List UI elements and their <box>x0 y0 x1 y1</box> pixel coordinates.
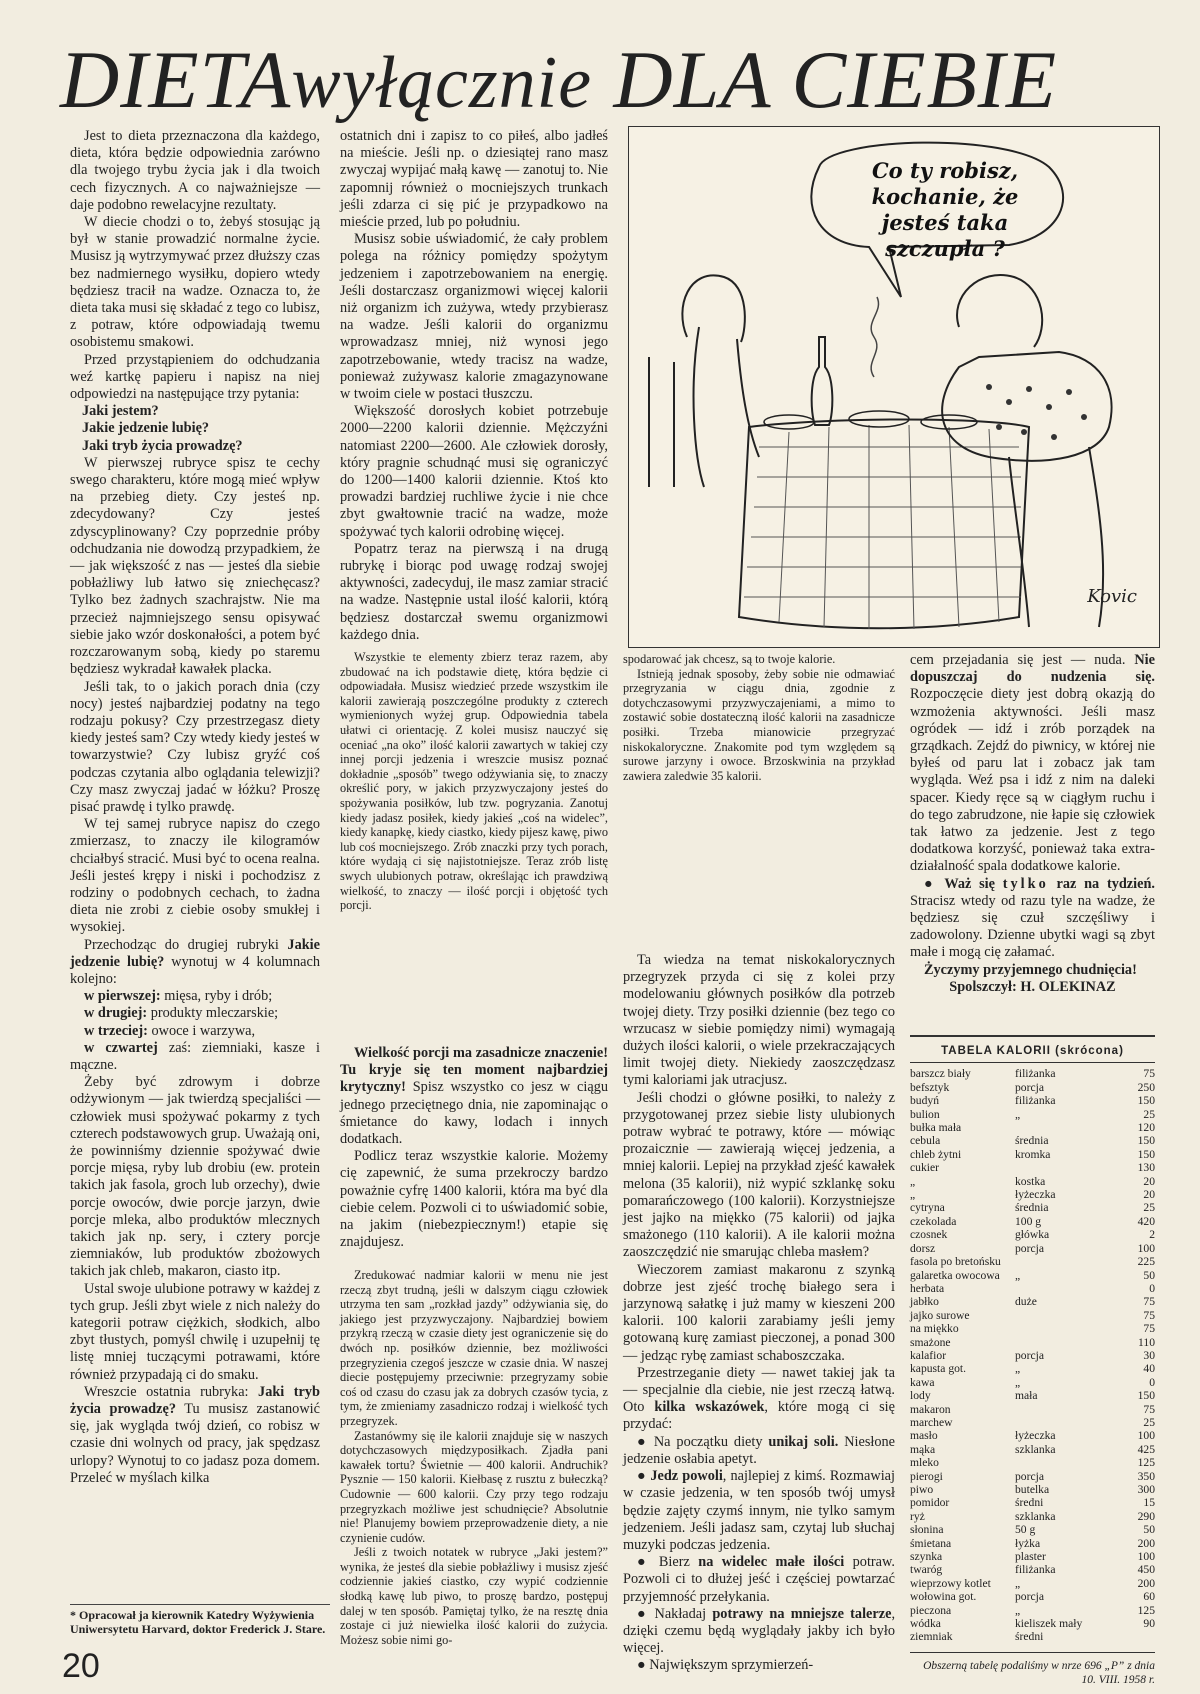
calorie-value: 450 <box>1137 1563 1155 1577</box>
text: cem przejadania się jest — nuda. <box>910 652 1126 668</box>
text: ● <box>637 1468 651 1485</box>
text: ● Bierz <box>637 1554 690 1571</box>
food-name: kalafior <box>910 1348 947 1362</box>
paragraph: Większość dorosłych kobiet potrzebuje 2000—2200 kalorii dziennie. Mężczyźni natomiast 2200—2600. Ale człowiek dorosły, który pragnie schudnąć musi się ograniczyć do 1200—1400 kalorii dziennie. Ktoś kto prowadzi bardziej ruchliwe życie i nie chce zbyt gwałtownie tracić na wadze, może spożywać tych kalorii odrobinę więcej. <box>340 403 608 540</box>
food-name: galaretka owocowa <box>910 1268 1000 1282</box>
calorie-value: 30 <box>1143 1348 1155 1362</box>
emphasis: raz na tydzień. <box>1056 875 1155 892</box>
paragraph <box>70 1384 320 1487</box>
emphasis: Jakie jedzenie lubię? <box>70 936 320 970</box>
cartoon-signature: Kovic <box>1087 586 1137 607</box>
calorie-value: 350 <box>1137 1469 1155 1483</box>
portion-unit: łyżeczka <box>1015 1188 1056 1202</box>
food-name: pomidor <box>910 1496 950 1510</box>
portion-unit <box>1015 1322 1115 1335</box>
tip-item <box>623 1468 895 1554</box>
calorie-value: 300 <box>1137 1483 1155 1496</box>
calorie-value: 125 <box>1137 1456 1155 1470</box>
food-name: befsztyk <box>910 1080 950 1094</box>
article-column-4 <box>910 652 1155 1017</box>
tip-item: ● Największym sprzymierzeń- <box>637 1657 814 1674</box>
text: Przechodząc do drugiej rubryki <box>84 936 279 953</box>
food-name: kapusta got. <box>910 1362 967 1376</box>
portion-unit: łyżeczka <box>1015 1429 1056 1443</box>
table-row <box>910 1242 1155 1255</box>
table-row <box>910 1067 1155 1080</box>
translator-signature: Spolszczył: H. OLEKINAZ <box>949 978 1116 995</box>
paragraph <box>910 652 1155 876</box>
food-name: pieczona <box>910 1603 952 1617</box>
calorie-value: 90 <box>1143 1617 1155 1631</box>
calorie-value <box>1115 1630 1155 1643</box>
portion-unit: średni <box>1015 1496 1044 1510</box>
portion-unit <box>1015 1282 1115 1295</box>
portion-unit: filiżanka <box>1015 1563 1056 1577</box>
text: Spisz wszystko co jesz w ciągu jednego przeciętnego dnia, nie zapominając o śmietance do kawy, lodach i innych dodatkach. <box>340 1079 608 1148</box>
table-body <box>910 1067 1155 1643</box>
calorie-value: 50 <box>1143 1523 1155 1537</box>
table-row <box>910 1349 1155 1362</box>
table-row <box>910 1322 1155 1335</box>
table-row <box>910 1590 1155 1603</box>
portion-unit: kostka <box>1015 1174 1046 1188</box>
table-row <box>910 1228 1155 1241</box>
food-name: wieprzowy kotlet <box>910 1576 991 1590</box>
portion-unit: „ <box>1015 1107 1021 1121</box>
article-title <box>60 30 1150 130</box>
portion-unit <box>1015 1255 1115 1268</box>
table-caption: TABELA KALORII (skrócona) <box>910 1035 1155 1063</box>
table-row <box>910 1269 1155 1282</box>
calorie-value: 75 <box>1143 1402 1155 1416</box>
food-name: barszcz biały <box>910 1067 971 1081</box>
text: ● Nakładaj <box>637 1605 707 1622</box>
paragraph: Zastanówmy się ile kalorii znajduje się w naszych dotychczasowych międzyposiłkach. Zjadła pani kawałek tortu? Świetnie — 400 kalorii. Andruchik? Pysznie — 150 kalorii. Kiełbasę z rusztu z bułeczką? Cudownie — 600 kalorii. Czy przy tego rodzaju przegryzkach możliwe jest schudnięcie? Absolutnie nie! Planujemy bowiem przeprowadzenie diety, a nie czynienie cudów. <box>340 1428 608 1545</box>
portion-unit: łyżka <box>1015 1536 1041 1550</box>
food-name: herbata <box>910 1281 945 1295</box>
table-row <box>910 1617 1155 1630</box>
tip-item <box>910 876 1155 962</box>
tip-item <box>623 1606 895 1658</box>
calorie-value: 20 <box>1143 1188 1155 1202</box>
calorie-value: 2 <box>1149 1228 1155 1242</box>
calorie-value: 60 <box>1143 1590 1155 1604</box>
food-name: wołowina got. <box>910 1590 977 1604</box>
portion-unit: główka <box>1015 1228 1050 1242</box>
text: ● Na początku diety <box>637 1433 763 1450</box>
portion-unit: szklanka <box>1015 1509 1056 1523</box>
calorie-value: 50 <box>1143 1268 1155 1282</box>
calorie-value: 290 <box>1137 1509 1155 1523</box>
calorie-value: 40 <box>1143 1362 1155 1376</box>
footnote: * Opracował ja kierownik Katedry Wyżywienia Uniwersytetu Harvard, doktor Frederick J. Stare. <box>70 1604 330 1636</box>
calorie-value: 25 <box>1143 1415 1155 1429</box>
table-row <box>910 1094 1155 1107</box>
table-row <box>910 1175 1155 1188</box>
food-name: na miękko <box>910 1322 959 1336</box>
text: Tu musisz zastanowić się, jak wygląda twój dzień, co robisz w czasie dni wolnych od pracy, jak spędzasz urlopy? Wynotuj to co jadasz poza domem. Przeleć w myślach kilka <box>70 1401 320 1486</box>
portion-unit <box>1015 1161 1115 1174</box>
portion-unit: „ <box>1015 1268 1021 1282</box>
text: Rozpoczęcie diety jest dobrą okazją do wzmożenia aktywności. Jeśli masz ogródek — idź i zrób porządek na grządkach. Zejdź do piwnicy, w której nie byłeś od paru lat i zobacz jak tam wygląda. Weź psa i idź z nim na daleki spacer. Kiedy ręce są w ciągłym ruchu i do tego zabrudzone, nie łapie się człowiek tak łatwo za jedzenie. Jest z tego dodatkowa korzyść, ponieważ taka extra-działalność spala dodatkowe kalorie. <box>910 686 1155 875</box>
table-row <box>910 1148 1155 1161</box>
food-name: pierogi <box>910 1469 943 1483</box>
table-row <box>910 1121 1155 1134</box>
calorie-value: 100 <box>1137 1429 1155 1443</box>
portion-unit: kromka <box>1015 1147 1051 1161</box>
food-name: bułka mała <box>910 1121 962 1135</box>
food-name: fasola po bretońsku <box>910 1255 1001 1269</box>
food-name: czekolada <box>910 1214 957 1228</box>
table-row <box>910 1161 1155 1174</box>
portion-unit: 50 g <box>1015 1523 1036 1537</box>
food-name: słonina <box>910 1523 944 1537</box>
title-part-3: DLA CIEBIE <box>613 34 1058 125</box>
portion-unit: butelka <box>1015 1483 1050 1496</box>
emphasis-spaced: tylko <box>1002 875 1049 892</box>
food-name: ryż <box>910 1509 925 1523</box>
emphasis: ● Waż się <box>924 875 995 892</box>
calorie-value: 150 <box>1137 1147 1155 1161</box>
calorie-value: 150 <box>1137 1389 1155 1403</box>
text: Wreszcie ostatnia rubryka: <box>84 1383 249 1400</box>
calorie-value: 25 <box>1143 1107 1155 1121</box>
calorie-value: 150 <box>1137 1094 1155 1108</box>
text: , które mogą ci się przydać: <box>623 1399 895 1433</box>
portion-unit <box>1015 1121 1115 1134</box>
table-row <box>910 1362 1155 1375</box>
article-column-2-bottom <box>340 1268 608 1647</box>
food-name: lody <box>910 1389 931 1403</box>
list-item <box>70 988 320 1005</box>
list-text: produkty mleczarskie; <box>150 1005 279 1022</box>
paragraph: Musisz sobie uświadomić, że cały problem polega na różnicy pomiędzy spożytym jedzeniem i zapotrzebowaniem na energię. Jeśli dostarczasz organizmowi więcej kalorii niż organizm ich zużywa, wtedy przybierasz na wadze. Jeśli kalorii do organizmu wprowadzasz mniej, niż wynosi jego zapotrzebowanie, wtedy tracisz na wadze, ponieważ zużywasz kalorie zmagazynowane w twoim ciele w postaci tłuszczu. <box>340 231 608 403</box>
calorie-value: 425 <box>1137 1442 1155 1456</box>
paragraph: Ta wiedza na temat niskokalorycznych przegryzek przyda ci się z kolei przy modelowaniu głównych posiłków dla potrzeb twojej diety. Trzy posiłki dziennie (bez tego co wrzucasz w siebie pomiędzy nimi) wymagają dużych ilości kalorii, o wiele przekraczających limit twojej diety. Niekiedy zaoszczędzasz tymi kaloriami jak utracjusz. <box>623 952 895 1089</box>
food-name: jajko surowe <box>910 1308 970 1322</box>
text: Niesłone jedzenie osłabia apetyt. <box>623 1433 896 1467</box>
food-name: marchew <box>910 1415 953 1429</box>
calorie-value: 75 <box>1143 1308 1155 1322</box>
food-name: cytryna <box>910 1201 945 1215</box>
table-row <box>910 1389 1155 1402</box>
portion-unit: porcja <box>1015 1080 1044 1094</box>
paragraph: W pierwszej rubryce spisz te cechy swego charakteru, które mogą mieć wpływ na przebieg diety. Czy jesteś np. zdecydowany? Czy jesteś zdyscyplinowany? Czy poprzednie próby odchudzania nie dowodzą przypadkiem, że — jak większość z nas — jesteś dla siebie pobłażliwy lub łatwo się zniechęcasz? Tylko bez żadnych szachrajstw. Nie ma przecież najmniejszego sensu opisywać siebie jako wzór doskonałości, a potem być rozczarowanym sobą, kiedy po staremu będziesz wykradał kawałek placka. <box>70 454 320 678</box>
food-name: piwo <box>910 1483 934 1496</box>
portion-unit: porcja <box>1015 1241 1044 1255</box>
table-row <box>910 1483 1155 1496</box>
food-name: kawa <box>910 1375 935 1389</box>
portion-unit: 100 g <box>1015 1214 1042 1228</box>
paragraph: Popatrz teraz na pierwszą i na drugą rubrykę i biorąc pod uwagę rodzaj swojej aktywności, zadecyduj, ile masz zamiar stracić na wadze. Następnie ustal ilość kalorii, którą będziesz dostarczał swemu organizmowi każdego dnia. <box>340 540 608 643</box>
portion-unit: średnia <box>1015 1201 1049 1215</box>
table-row <box>910 1537 1155 1550</box>
calorie-value: 110 <box>1138 1335 1155 1349</box>
article-column-3-smallprint <box>623 652 895 952</box>
table-row <box>910 1577 1155 1590</box>
calorie-value: 100 <box>1137 1550 1155 1564</box>
table-row <box>910 1523 1155 1536</box>
paragraph: Żeby być zdrowym i dobrze odżywionym — jak twierdzą specjaliści — człowiek musi spożywać pokarmy z tych czterech podstawowych grup. Uważają oni, że powinniśmy dziennie spożywać dwie porcje mięsa, ryby lub drobiu (ew. protein takich jak fasola, groch lub orzechy), dwie porcje owoców, dwie porcje jarzyn, dwie porcje mleka, albo produktów mlecznych takich jak np. sery, i cztery porcje ziemniaków, lub produktów zbożowych takich jak chleb, makaron, ciasto itp. <box>70 1074 320 1280</box>
paragraph: Jeśli tak, to o jakich porach dnia (czy nocy) jesteś najbardziej podatny na tego rodzaju pokusy? Czy przestrzegasz diety kiedy jesteś sam? Czy wtedy kiedy jesteś w towarzystwie? Czy lubisz gryźć coś podczas czytania albo oglądania telewizji? Czy masz zwyczaj jadać w łóżku? Proszę pisać prawdę i tylko prawdę. <box>70 678 320 815</box>
calorie-value: 20 <box>1143 1174 1155 1188</box>
calorie-value: 130 <box>1137 1161 1155 1175</box>
list-label: w pierwszej: <box>84 988 161 1005</box>
table-row <box>910 1134 1155 1147</box>
portion-unit: szklanka <box>1015 1442 1056 1456</box>
food-name: mleko <box>910 1456 939 1470</box>
table-row <box>910 1295 1155 1308</box>
paragraph: Przed przystąpieniem do odchudzania weź kartkę papieru i napisz na niej odpowiedzi na następujące trzy pytania: <box>70 351 320 403</box>
paragraph: W diecie chodzi o to, żebyś stosując ją był w stanie prowadzić normalne życie. Musisz ją wytrzymywać przez dłuższy czas bez nadmiernego wysiłku, dopiero wtedy będziesz tracił na wadze. Oznacza to, że dieta taka musi się składać z tego co lubisz, z potraw, które odpowiadają twemu osobistemu smakowi. <box>70 214 320 351</box>
list-text: mięsa, ryby i drób; <box>164 988 273 1005</box>
list-label: w czwartej <box>84 1039 158 1056</box>
article-column-3 <box>623 952 896 1674</box>
text: , najlepiej z kimś. Rozmawiaj w czasie jedzenia, w ten sposób twój umysł będzie zajęty czymś innym, nie tylko samym jedzeniem. Jeśli jadasz sam, czytaj lub słuchaj muzyki podczas jedzenia. <box>623 1468 895 1553</box>
table-row <box>910 1550 1155 1563</box>
paragraph: Jeśli z twoich notatek w rubryce „Jaki jestem?” wynika, że jesteś dla siebie pobłażliwy i musisz zjeść codziennie jakieś ciastko, czy wypić codziennie słodką kawę lub piwo, to proszę bardzo, postępuj dalej w ten sposób. Pamiętaj tylko, że na resztę dnia zostaje ci już niewielka ilość kalorii do zużycia. Możesz sobie nimi go- <box>340 1545 608 1647</box>
paragraph: Istnieją jednak sposoby, żeby sobie nie odmawiać przegryzania w ciągu dnia, zgodnie z dotychczasowymi przyzwyczajeniami, a mimo to zostawić sobie dostateczną ilość kalorii na zasadnicze posiłki. Trzeba mianowicie przegryzać niskokaloryczne. Znakomite pod tym względem są surowe jarzyny i owoce. Brzoskwinia na przykład zawiera zaledwie 35 kalorii. <box>623 666 895 783</box>
emphasis: unikaj soli. <box>768 1433 839 1450</box>
calorie-value: 150 <box>1137 1134 1155 1148</box>
paragraph <box>340 1045 608 1148</box>
text: , dzięki czemu będą wyglądały jakby ich było więcej. <box>623 1605 896 1657</box>
paragraph: W tej samej rubryce napisz do czego zmierzasz, to znaczy ile kilogramów chciałbyś stracić. Musi być to ocena realna. Jeśli jesteś krępy i niski i pochodzisz z rodziny o podobnych cechach, to żadna dieta nie zrobi z ciebie osoby smukłej i wysokiej. <box>70 816 320 936</box>
table-row <box>910 1510 1155 1523</box>
table-row <box>910 1443 1155 1456</box>
emphasis: Wielkość porcji ma zasadnicze znaczenie! Tu kryje się ten moment najbardziej krytyczny! <box>340 1045 608 1096</box>
table-note: Obszerną tabelę podaliśmy w nrze 696 „P” z dnia 10. VIII. 1958 r. <box>910 1652 1155 1687</box>
portion-unit: średnia <box>1015 1134 1049 1148</box>
tip-item <box>623 1554 895 1606</box>
table-row <box>910 1201 1155 1214</box>
portion-unit: porcja <box>1015 1590 1044 1604</box>
tip-item <box>623 1434 895 1468</box>
table-row <box>910 1429 1155 1442</box>
text: wynotuj w 4 kolumnach kolejno: <box>70 953 320 987</box>
table-row <box>910 1309 1155 1322</box>
text: Przestrzeganie diety — nawet takiej jak ta — specjalnie dla ciebie, nie jest rzeczą łatwą. Oto <box>623 1364 895 1416</box>
food-name: smażone <box>910 1335 951 1349</box>
question-3: Jaki tryb życia prowadzę? <box>82 437 243 454</box>
portion-unit: filiżanka <box>1015 1094 1056 1108</box>
table-row <box>910 1108 1155 1121</box>
calorie-value: 75 <box>1143 1295 1155 1309</box>
paragraph: Wszystkie te elementy zbierz teraz razem, aby zbudować na ich podstawie dietę, która będzie ci odpowiadała. Musisz wiedzieć przede wszystkim ile kalorii zawierają poszczególne produkty z czterech wymienionych wyżej grup. Odpowiednia tabela ułatwi ci orientację. Z kolei musisz nauczyć się oceniać „na oko” ilość kalorii zawartych w takiej czy innej porcji jedzenia i wreszcie musisz poznać dokładnie „sposób” twego odżywiania się, to znaczy określić pory, w jakich przyzwyczajony jesteś do spożywania posiłków, lub tzw. pogryzania. Zanotuj kiedy jadasz posiłek, kiedy jakieś „coś na widelec”, kiedy kanapkę, kiedy ciastko, kiedy pijesz kawę, piwo lub coś mocniejszego. Zrób znaczki przy tych porach, które wydają ci się najistotniejsze. Teraz zrób listę swych ulubionych potraw, określając ich prawdziwą wielkość, to znaczy — ilość porcji i objętość tych porcji. <box>340 650 608 913</box>
portion-unit <box>1015 1336 1115 1349</box>
title-part-1: DIETA <box>60 34 292 125</box>
paragraph <box>623 1365 895 1434</box>
portion-unit: filiżanka <box>1015 1067 1056 1081</box>
question-2: Jakie jedzenie lubię? <box>82 420 210 437</box>
portion-unit: plaster <box>1015 1550 1046 1564</box>
calorie-value: 250 <box>1137 1080 1155 1094</box>
food-name: „ <box>910 1188 916 1202</box>
portion-unit <box>1015 1309 1115 1322</box>
emphasis: potrawy na mniejsze talerze <box>712 1605 892 1622</box>
food-name: jabłko <box>910 1295 939 1309</box>
paragraph: ostatnich dni i zapisz to co piłeś, albo jadłeś na mieście. Jeśli np. o dziesiątej rano masz zwyczaj wypijać małą kawę — zanotuj to. Nie zapomnij również o mocniejszych trunkach jeśli zdarza ci się pić je przypadkowo na mieście przed, lub po południu. <box>340 128 608 231</box>
title-part-2: wyłącznie <box>291 42 593 124</box>
list-label: w drugiej: <box>84 1005 148 1022</box>
list-item <box>70 1005 320 1022</box>
calorie-value: 15 <box>1143 1496 1155 1510</box>
food-name: wódka <box>910 1617 941 1631</box>
table-row <box>910 1376 1155 1389</box>
paragraph: Jeśli chodzi o główne posiłki, to należy z przygotowanej przez siebie listy ulubionych potraw wybrać te potrawy, które — mówiąc prozaicznie — zawierają więcej jedzenia, a mniej kalorii. Lepiej na przykład zjeść kawałek melona (35 kalorii), niż wypić szklankę soku pomarańczowego (100 kalorii). Korzystniejsze jest jajko na miękko (75 kalorii) od jajka smażonego (110 kalorii). A ile kalorii można zaoszczędzić nie smarując chleba masłem? <box>623 1089 895 1261</box>
paragraph: Jest to dieta przeznaczona dla każdego, dieta, która będzie odpowiednia zarówno dla twojego trybu życia jak i dla twoich cech fizycznych. A co najważniejsze — daje podobno rewelacyjne rezultaty. <box>70 128 320 213</box>
food-name: cebula <box>910 1134 941 1148</box>
portion-unit: „ <box>1015 1362 1021 1376</box>
emphasis: Jaki tryb życia prowadzę? <box>70 1383 320 1418</box>
list-item <box>70 1023 320 1040</box>
portion-unit: porcja <box>1015 1348 1044 1362</box>
food-name: „ <box>910 1174 916 1188</box>
emphasis: Nie dopuszczaj do nudzenia się. <box>910 652 1155 686</box>
calorie-table <box>910 1035 1155 1687</box>
table-row <box>910 1336 1155 1349</box>
paragraph: Wieczorem zamiast makaronu z szynką dobrze jest zjeść trochę białego sera i jarzynową sałatkę i już mamy w kieszeni 200 kalorii. 100 kalorii zarabiamy jeśli jemy gotowaną kurę zamiast pieczonej, a ponad 300 — jedząc rybę zamiast schaboszczaka. <box>623 1261 895 1364</box>
table-row <box>910 1496 1155 1509</box>
food-name: cukier <box>910 1161 939 1175</box>
calorie-value: 0 <box>1149 1375 1155 1389</box>
question-1: Jaki jestem? <box>82 403 159 420</box>
text: Stracisz wtedy od razu tyle na wadze, że będziesz się czuł szczęśliwy i zadowolony. Dzienne ubytki wagi są zbyt małe i mogą cię załamać. <box>910 892 1155 961</box>
calorie-value: 100 <box>1137 1241 1155 1255</box>
calorie-value: 125 <box>1137 1603 1155 1617</box>
calorie-value: 0 <box>1149 1281 1155 1295</box>
food-name: twaróg <box>910 1563 943 1577</box>
food-name: budyń <box>910 1094 939 1108</box>
portion-unit: kieliszek mały <box>1015 1617 1083 1631</box>
table-row <box>910 1563 1155 1576</box>
calorie-value: 225 <box>1137 1255 1155 1269</box>
calorie-value: 75 <box>1143 1067 1155 1081</box>
table-row <box>910 1630 1155 1643</box>
list-item <box>70 1040 320 1074</box>
article-column-2-smallprint <box>340 650 608 1045</box>
speech-bubble-text: Co ty robisz, kochanie, że jesteś taka szczupła ? <box>871 158 1019 261</box>
list-text: zaś: ziemniaki, kasze i mączne. <box>70 1039 320 1073</box>
calorie-value: 25 <box>1143 1201 1155 1215</box>
paragraph: Zredukować nadmiar kalorii w menu nie jest rzeczą zbyt trudną, jeśli w dalszym ciągu człowiek utrzyma ten sam „rozkład jazdy” odżywiania się, do jakiego jest przyzwyczajony. Najbardziej bowiem przykrą rzeczą w czasie diety jest ograniczenie się do dwóch np. posiłków dziennie, bez możliwości przegryzienia czegoś jeszcze w czasie dnia. W naszej diecie postępujemy przeciwnie: przegryzamy sobie coś od czasu do czasu jak za dobrych czasów tycia, z tym, że zmieniamy zasadniczo rodzaj i wielkość tych przegryzek. <box>340 1268 608 1428</box>
calorie-value: 420 <box>1137 1214 1155 1228</box>
portion-unit <box>1015 1403 1115 1416</box>
table-row <box>910 1282 1155 1295</box>
food-name: masło <box>910 1429 938 1443</box>
table-row <box>910 1416 1155 1429</box>
portion-unit: „ <box>1015 1576 1021 1590</box>
portion-unit <box>1015 1416 1115 1429</box>
page-number: 20 <box>62 1647 100 1685</box>
table-row <box>910 1456 1155 1469</box>
article-column-2-middle <box>340 1045 608 1265</box>
food-name: mąka <box>910 1442 936 1456</box>
table-row <box>910 1215 1155 1228</box>
closing-wish: Życzymy przyjemnego chudnięcia! <box>924 961 1137 978</box>
portion-unit: „ <box>1015 1603 1021 1617</box>
table-row <box>910 1604 1155 1617</box>
portion-unit: średni <box>1015 1630 1044 1644</box>
list-text: owoce i warzywa, <box>151 1022 256 1039</box>
food-name: śmietana <box>910 1536 952 1550</box>
food-name: makaron <box>910 1402 951 1416</box>
paragraph: Ustal swoje ulubione potrawy w każdej z tych grup. Jeśli zbyt wiele z nich należy do kategorii potraw ciężkich, słodkich, albo zbyt tłustych, pomyśl chwilę i uzupełnij tę listę mniej tuczącymi potrawami, które również przypadają ci do smaku. <box>70 1280 320 1383</box>
food-name: szynka <box>910 1550 943 1564</box>
portion-unit: mała <box>1015 1389 1038 1403</box>
emphasis: kilka wskazówek <box>654 1399 765 1416</box>
food-name: chleb żytni <box>910 1147 962 1161</box>
portion-unit <box>1015 1456 1115 1469</box>
calorie-value: 200 <box>1137 1576 1155 1590</box>
article-column-2-top <box>340 128 608 648</box>
food-name: bulion <box>910 1107 940 1121</box>
table-row <box>910 1081 1155 1094</box>
table-row <box>910 1255 1155 1268</box>
portion-unit: duże <box>1015 1295 1037 1309</box>
calorie-value: 200 <box>1137 1536 1155 1550</box>
calorie-value: 120 <box>1137 1121 1155 1135</box>
portion-unit: porcja <box>1015 1469 1044 1483</box>
table-row <box>910 1188 1155 1201</box>
food-name: ziemniak <box>910 1630 953 1644</box>
portion-unit: „ <box>1015 1375 1021 1389</box>
paragraph: spodarować jak chcesz, są to twoje kalorie. <box>623 652 836 666</box>
emphasis: na widelec małe ilości <box>698 1554 845 1571</box>
calorie-value: 75 <box>1143 1322 1155 1336</box>
list-label: w trzeciej: <box>84 1022 148 1039</box>
emphasis: Jedz powoli <box>650 1468 723 1485</box>
paragraph <box>70 937 320 989</box>
food-name: czosnek <box>910 1228 948 1242</box>
food-name: dorsz <box>910 1241 936 1255</box>
text: potraw. Pozwoli ci to dłużej jeść i częściej powtarzać przyjemność przełykania. <box>623 1554 896 1605</box>
paragraph: Podlicz teraz wszystkie kalorie. Możemy cię zapewnić, że suma przekroczy bardzo poważnie cyfrę 1400 kalorii, która ma być dla ciebie celem. Pozwoli ci to uświadomić sobie, na jakim (niebezpiecznym!) etapie się znajdujesz. <box>340 1148 608 1251</box>
table-row <box>910 1470 1155 1483</box>
table-row <box>910 1403 1155 1416</box>
article-column-1 <box>70 128 320 1603</box>
